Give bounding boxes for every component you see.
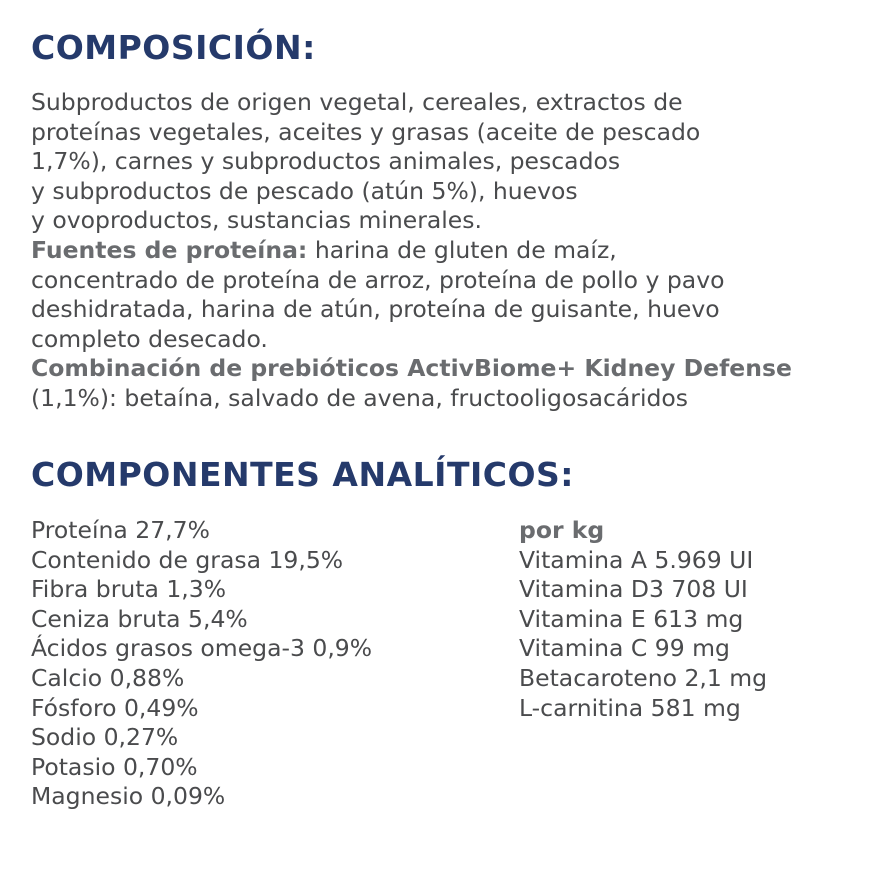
analytic-item: Fibra bruta 1,3%	[31, 575, 227, 604]
analytic-item: Ácidos grasos omega-3 0,9%	[31, 634, 373, 663]
composition-line-text: harina de gluten de maíz,	[307, 235, 617, 264]
analytic-item: Fósforo 0,49%	[31, 693, 199, 722]
composition-heading: COMPOSICIÓN:	[31, 28, 316, 67]
analytic-item: Calcio 0,88%	[31, 663, 185, 692]
prebiotic-line	[31, 354, 876, 384]
composition-line-text: (1,1%): betaína, salvado de avena, fructooligosacáridos	[31, 383, 689, 412]
composition-line	[31, 325, 876, 355]
analytic-item: Ceniza bruta 5,4%	[31, 604, 248, 633]
composition-line-text: y subproductos de pescado (atún 5%), huevos	[31, 176, 578, 205]
analytic-item: Sodio 0,27%	[31, 723, 179, 752]
composition-line-text: Subproductos de origen vegetal, cereales, extractos de	[31, 88, 683, 116]
vitamin-item: Vitamina E 613 mg	[519, 604, 744, 633]
composition-line-text: 1,7%), carnes y subproductos animales, pescados	[31, 147, 621, 176]
vitamin-item: Betacaroteno 2,1 mg	[519, 663, 768, 692]
composition-line-text: y ovoproductos, sustancias minerales.	[31, 206, 482, 235]
vitamin-item: Vitamina C 99 mg	[519, 634, 730, 663]
vitamin-item: L-carnitina 581 mg	[519, 693, 741, 722]
analytic-item: Magnesio 0,09%	[31, 782, 226, 811]
analytic-item: Contenido de grasa 19,5%	[31, 545, 344, 574]
composition-text	[31, 88, 876, 414]
composition-line-text: deshidratada, harina de atún, proteína de guisante, huevo	[31, 295, 720, 324]
analytic-right-column	[519, 516, 869, 723]
composition-line	[31, 266, 876, 296]
composition-line	[31, 118, 876, 148]
composition-line	[31, 88, 876, 118]
composition-line	[31, 295, 876, 325]
composition-line	[31, 147, 876, 177]
composition-line	[31, 177, 876, 207]
vitamin-item: Vitamina D3 708 UI	[519, 575, 748, 604]
composition-line	[31, 384, 876, 414]
composition-line-text: concentrado de proteína de arroz, proteína de pollo y pavo	[31, 265, 725, 294]
composition-line-text: proteínas vegetales, aceites y grasas (aceite de pescado	[31, 117, 701, 146]
analytic-heading: COMPONENTES ANALÍTICOS:	[31, 455, 574, 494]
analytic-left-column	[31, 516, 501, 812]
protein-sources-line	[31, 236, 876, 266]
composition-line	[31, 206, 876, 236]
vitamin-item: Vitamina A 5.969 UI	[519, 545, 754, 574]
composition-line-text: completo desecado.	[31, 324, 268, 353]
protein-sources-label: Fuentes de proteína:	[31, 235, 308, 264]
analytic-item: Potasio 0,70%	[31, 752, 198, 781]
per-kg-header: por kg	[519, 516, 605, 544]
analytic-item: Proteína 27,7%	[31, 516, 210, 544]
prebiotic-label: Combinación de prebióticos ActivBiome+ Kidney Defense	[31, 354, 792, 383]
